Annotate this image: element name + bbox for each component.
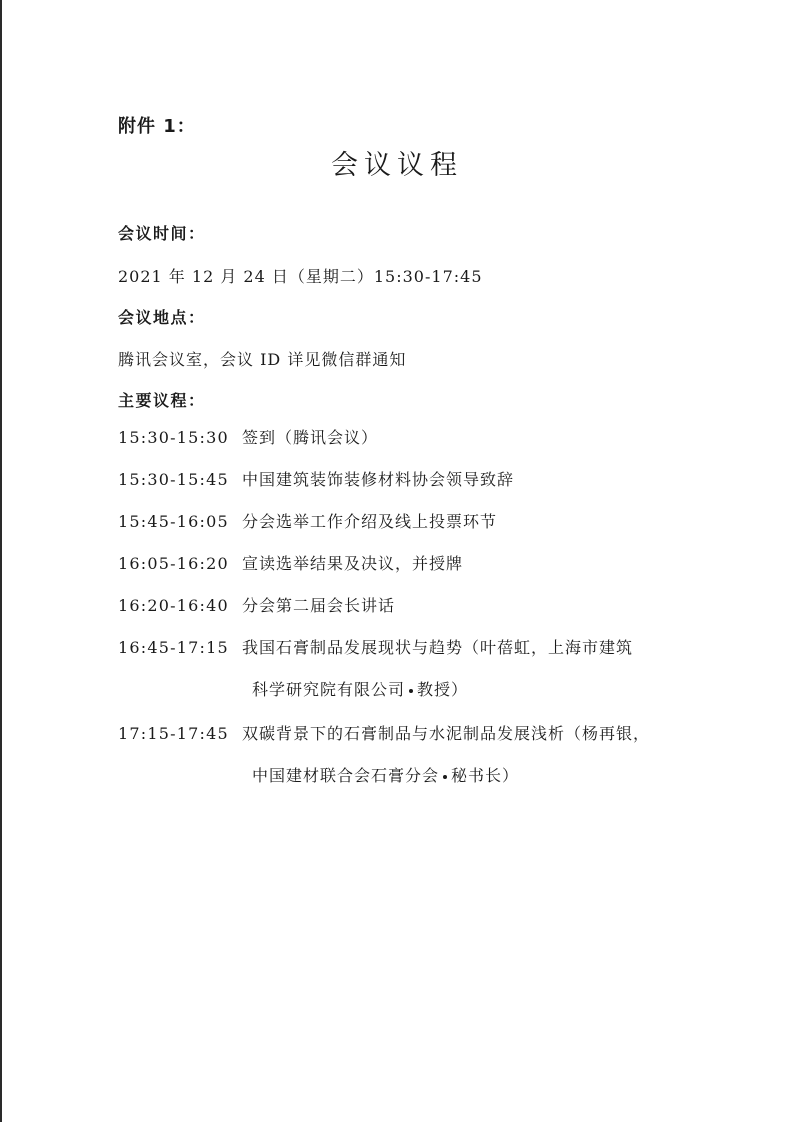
agenda-item — [118, 553, 698, 595]
page-title: 会议议程 — [331, 150, 463, 181]
agenda-desc: 分会选举工作介绍及线上投票环节 — [242, 512, 498, 531]
agenda-desc: 我国石膏制品发展现状与趋势（叶蓓虹，上海市建筑 — [242, 638, 634, 657]
agenda-desc: 中国建筑装饰装修材料协会领导致辞 — [242, 470, 515, 489]
agenda-desc: 分会第二届会长讲话 — [242, 596, 396, 615]
meeting-place-label: 会议地点： — [118, 308, 206, 327]
agenda-desc-cont-a: 中国建材联合会石膏分会 — [252, 766, 440, 785]
agenda-desc-cont-b: 教授） — [417, 680, 469, 699]
meeting-time-value: 2021 年 12 月 24 日（星期二）15:30-17:45 — [118, 267, 483, 286]
agenda-time: 17:15-17:45 — [118, 724, 229, 743]
agenda-item — [118, 637, 698, 723]
meeting-time-label: 会议时间： — [118, 224, 206, 243]
attachment-label: 附件 1： — [118, 116, 196, 137]
agenda-item — [118, 723, 698, 809]
agenda-time: 16:05-16:20 — [118, 554, 229, 573]
middle-dot-icon — [443, 775, 447, 779]
agenda-desc: 双碳背景下的石膏制品与水泥制品发展浅析（杨再银， — [242, 724, 651, 743]
agenda-list — [118, 427, 698, 809]
agenda-item — [118, 595, 698, 637]
agenda-desc-block — [242, 637, 698, 723]
agenda-time: 16:20-16:40 — [118, 596, 229, 615]
agenda-desc-cont-b: 秘书长） — [451, 766, 520, 785]
agenda-time: 15:30-15:45 — [118, 470, 229, 489]
agenda-desc: 宣读选举结果及决议，并授牌 — [242, 554, 464, 573]
agenda-desc-continuation — [242, 679, 698, 701]
agenda-time: 16:45-17:15 — [118, 638, 229, 657]
meeting-place-value: 腾讯会议室，会议 ID 详见微信群通知 — [118, 350, 407, 369]
agenda-time: 15:30-15:30 — [118, 428, 229, 447]
agenda-item — [118, 427, 698, 469]
agenda-desc-block — [242, 723, 698, 809]
agenda-label: 主要议程： — [118, 391, 206, 410]
agenda-item — [118, 511, 698, 553]
agenda-desc-cont-a: 科学研究院有限公司 — [252, 680, 406, 699]
agenda-desc-continuation — [242, 765, 698, 787]
middle-dot-icon — [409, 689, 413, 693]
agenda-desc: 签到（腾讯会议） — [242, 428, 379, 447]
agenda-time: 15:45-16:05 — [118, 512, 229, 531]
agenda-item — [118, 469, 698, 511]
